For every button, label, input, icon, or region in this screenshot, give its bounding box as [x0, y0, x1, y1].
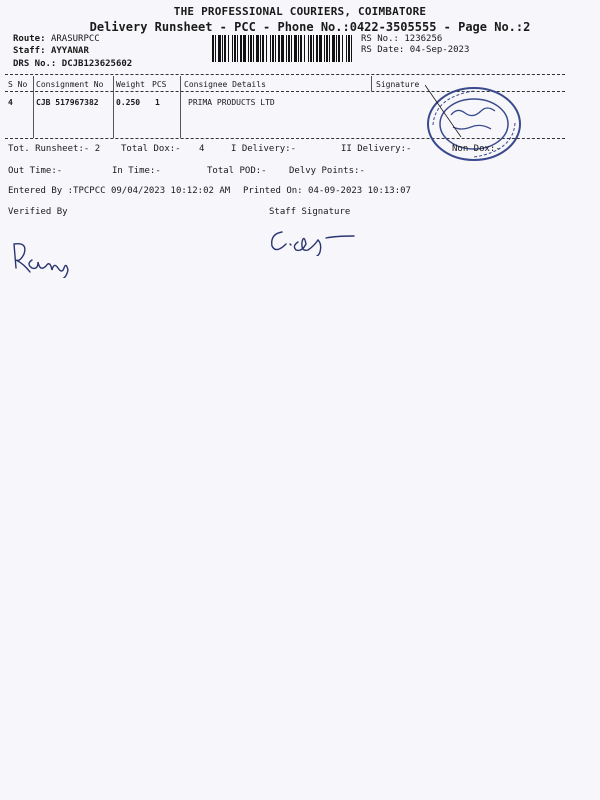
- total-dox-label: Total Dox:-: [121, 144, 181, 154]
- drs-line: [13, 59, 132, 69]
- row-pcs: 1: [155, 98, 160, 107]
- col-divider: [33, 76, 34, 138]
- staff-signature-label: Staff Signature: [269, 207, 351, 217]
- out-time: Out Time:-: [8, 166, 63, 176]
- route-value: ARASURPCC: [50, 34, 100, 44]
- col-header-weight: Weight: [116, 80, 145, 89]
- route-label: Route:: [13, 34, 46, 44]
- rs-date-label: RS Date:: [361, 45, 405, 55]
- col-divider: [180, 76, 181, 138]
- barcode-image: [212, 35, 352, 62]
- row-weight: 0.250: [116, 98, 141, 107]
- ii-delivery: II Delivery:-: [341, 144, 412, 154]
- staff-label: Staff:: [13, 46, 46, 56]
- verified-by-label: Verified By: [8, 207, 68, 217]
- staff-signature: [268, 226, 360, 256]
- staff-value: AYYANAR: [50, 46, 89, 56]
- tot-runsheet: Tot. Runsheet:- 2: [8, 144, 101, 154]
- in-time: In Time:-: [112, 166, 161, 176]
- col-header-consignment: Consignment No: [36, 80, 104, 89]
- drs-value: DCJB123625602: [61, 59, 133, 69]
- row-consignment: CJB 517967382: [36, 98, 99, 107]
- verifier-signature: [8, 236, 80, 278]
- drs-label: DRS No.:: [13, 59, 57, 69]
- rs-no-line: [361, 34, 442, 44]
- col-header-signature: Signature: [376, 80, 420, 89]
- printed-on: Printed On: 04-09-2023 10:13:07: [243, 186, 411, 196]
- col-divider: [113, 76, 114, 138]
- row-sno: 4: [8, 98, 13, 107]
- row-consignee: PRIMA PRODUCTS LTD: [188, 98, 275, 107]
- rs-date-line: [361, 45, 469, 55]
- rs-no-value: 1236256: [404, 34, 443, 44]
- entered-by: Entered By :TPCPCC 09/04/2023 10:12:02 AM: [8, 186, 231, 196]
- col-header-sno: S No: [8, 80, 28, 89]
- col-header-consignee: Consignee Details: [184, 80, 266, 89]
- company-title: THE PROFESSIONAL COURIERS, COIMBATORE: [173, 5, 427, 18]
- runsheet-subtitle: Delivery Runsheet - PCC - Phone No.:0422-3505555 - Page No.:2: [89, 20, 531, 34]
- staff-line: [13, 46, 89, 56]
- col-header-pcs: PCS: [152, 80, 167, 89]
- i-delivery: I Delivery:-: [231, 144, 297, 154]
- non-dox: Non Dox:-: [452, 144, 501, 154]
- delvy-points: Delvy Points:-: [289, 166, 365, 176]
- rs-date-value: 04-Sep-2023: [409, 45, 470, 55]
- table-top-border: [5, 74, 565, 75]
- route-line: [13, 34, 100, 44]
- total-pod: Total POD:-: [207, 166, 267, 176]
- rs-no-label: RS No.:: [361, 34, 399, 44]
- col-divider: [371, 76, 372, 91]
- total-dox-value: 4: [199, 144, 205, 154]
